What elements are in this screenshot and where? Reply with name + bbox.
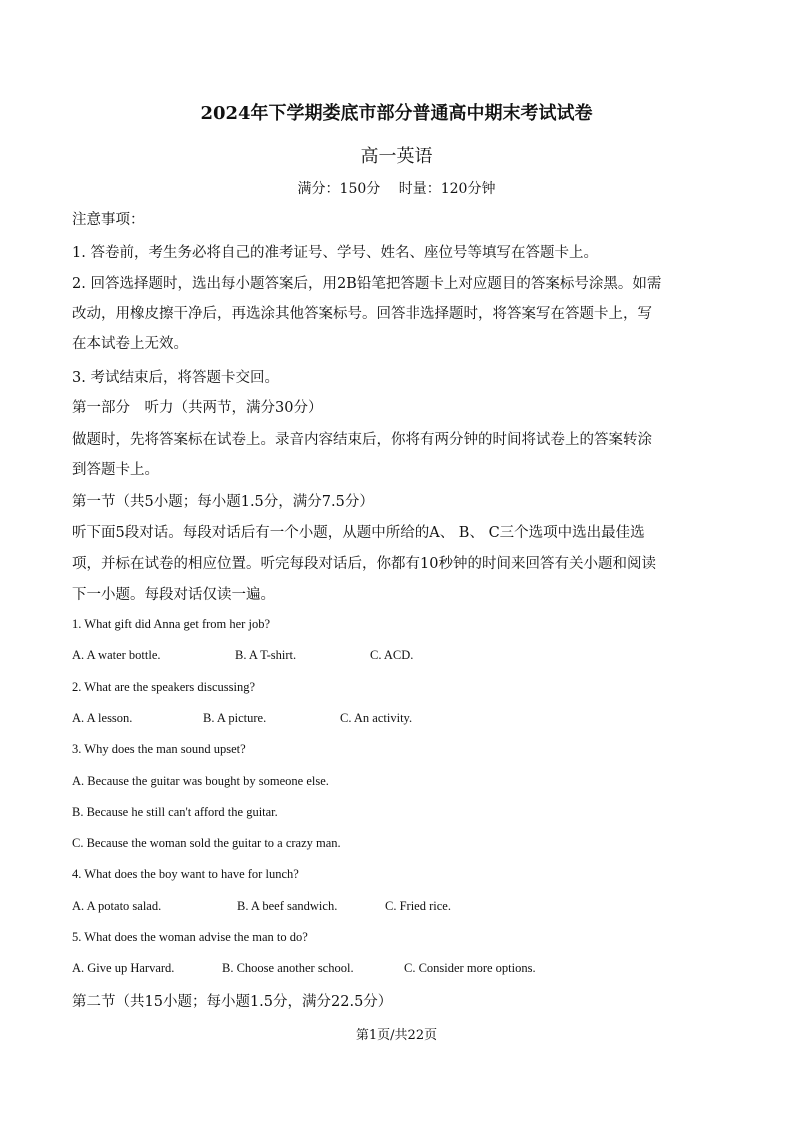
- question-3-option-a: A. Because the guitar was bought by someone else.: [72, 774, 329, 788]
- notes-item-1: 1. 答卷前，考生务必将自己的准考证号、学号、姓名、座位号等填写在答题卡上。: [72, 245, 598, 261]
- question-1: 1. What gift did Anna get from her job?: [72, 617, 270, 631]
- question-4-option-b: B. A beef sandwich.: [237, 899, 338, 913]
- section1-intro-line-1: 听下面5段对话。每段对话后有一个小题，从题中所给的A、 B、 C三个选项中选出最佳选: [72, 525, 645, 541]
- section1-intro-line-2: 项，并标在试卷的相应位置。听完每段对话后，你都有10秒钟的时间来回答有关小题和阅读: [72, 556, 656, 572]
- question-1-option-a: A. A water bottle.: [72, 648, 161, 662]
- subject-title: 高一英语: [360, 146, 433, 167]
- notes-item-2-line-2: 改动，用橡皮擦干净后，再选涂其他答案标号。回答非选择题时，将答案写在答题卡上，写: [72, 306, 652, 322]
- part1-intro-line-2: 到答题卡上。: [72, 462, 159, 478]
- question-1-option-b: B. A T-shirt.: [235, 648, 297, 662]
- question-2-option-c: C. An activity.: [340, 711, 413, 725]
- question-2-option-b: B. A picture.: [203, 711, 267, 725]
- notes-item-2-line-1: 2. 回答选择题时，选出每小题答案后，用2B铅笔把答题卡上对应题目的答案标号涂黑。如需: [72, 276, 662, 292]
- question-4: 4. What does the boy want to have for lunch?: [72, 867, 299, 881]
- page-number: 第1页/共22页: [355, 1028, 438, 1043]
- section1-intro-line-3: 下一小题。每段对话仅读一遍。: [72, 587, 275, 603]
- question-5: 5. What does the woman advise the man to do?: [72, 930, 308, 944]
- question-3-option-c: C. Because the woman sold the guitar to a crazy man.: [72, 836, 341, 850]
- question-4-option-c: C. Fried rice.: [385, 899, 451, 913]
- notes-item-3: 3. 考试结束后，将答题卡交回。: [72, 370, 279, 386]
- section1-heading: 第一节（共5小题；每小题1.5分，满分7.5分）: [72, 494, 374, 510]
- question-5-option-a: A. Give up Harvard.: [72, 961, 175, 975]
- question-5-option-b: B. Choose another school.: [222, 961, 354, 975]
- notes-item-2-line-3: 在本试卷上无效。: [72, 336, 188, 352]
- question-5-option-c: C. Consider more options.: [404, 961, 536, 975]
- part1-intro-line-1: 做题时，先将答案标在试卷上。录音内容结束后，你将有两分钟的时间将试卷上的答案转涂: [72, 432, 652, 448]
- question-2-option-a: A. A lesson.: [72, 711, 133, 725]
- question-2: 2. What are the speakers discussing?: [72, 680, 256, 694]
- exam-title: 2024年下学期娄底市部分普通高中期末考试试卷: [200, 103, 593, 124]
- question-3-option-b: B. Because he still can't afford the guitar.: [72, 805, 278, 819]
- part1-heading: 第一部分 听力（共两节，满分30分）: [72, 400, 323, 416]
- question-4-option-a: A. A potato salad.: [72, 899, 162, 913]
- question-3: 3. Why does the man sound upset?: [72, 742, 246, 756]
- exam-meta: 满分：150分 时量：120分钟: [297, 181, 496, 197]
- section2-heading: 第二节（共15小题；每小题1.5分，满分22.5分）: [72, 994, 393, 1010]
- question-1-option-c: C. ACD.: [370, 648, 414, 662]
- notes-heading: 注意事项：: [72, 212, 145, 228]
